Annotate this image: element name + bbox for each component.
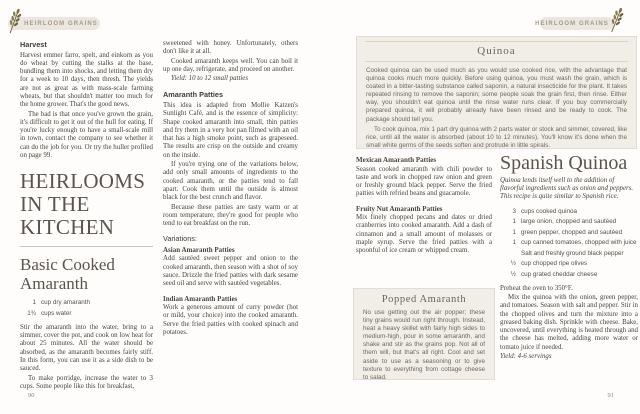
variations-label: Variations:	[163, 234, 197, 244]
right-column-2	[500, 152, 638, 368]
header-badge-label: HEIRLOOM GRAINS	[24, 20, 98, 27]
page-number-right: 91	[607, 392, 614, 399]
ingredient-qty: 1	[32, 299, 36, 307]
ingredient-text: Salt and freshly ground black pepper	[521, 249, 624, 257]
popped-amaranth-box	[353, 288, 495, 380]
preheat-step: Preheat the oven to 350°F.	[500, 284, 573, 292]
spanish-quinoa-heading: Spanish Quinoa	[500, 152, 628, 174]
ingredient-row	[26, 310, 153, 318]
header-badge	[535, 17, 614, 30]
heading-divider	[20, 246, 153, 247]
wheat-icon	[606, 6, 628, 35]
popped-box-body: No use getting out the air popper; these tiny grains would run right through. Instead, heat a heavy skillet with fairly high sides to medium-high, pour in some amaranth, and shake and stir as the grains pop. Not all of them will, but that's all right. Cool and set aside to use as a seasoning or to give texture to everything from cottage cheese to salad.	[363, 309, 485, 381]
ingredient-row	[506, 250, 638, 258]
indian-patties-heading: Indian Amaranth Patties	[163, 294, 238, 303]
ingredient-list	[20, 299, 153, 318]
quinoa-info-box	[356, 36, 637, 149]
ingredient-text: cup grated cheddar cheese	[521, 270, 598, 278]
asian-patties-heading: Asian Amaranth Patties	[163, 245, 235, 254]
recipe-heading	[20, 255, 153, 293]
patties-paragraph-3: Because these patties are tasty warm or at room temperature, they're good for people who tend to eat breakfast on the run.	[163, 203, 298, 228]
page-right	[320, 0, 640, 414]
quinoa-box-paragraph-2: To cook quinoa, mix 1 part dry quinoa with 2 parts water or stock and simmer, covered, like rice, until all the water is absorbed (about 10 to 12 minutes). You'll know it's done when the small white germs of the seeds soften and protrude in little spirals.	[366, 125, 627, 149]
ingredient-row	[506, 271, 638, 279]
mexican-patties-paragraph: Season cooked amaranth with chili powder to taste and work in chopped raw onion and green or freshly ground black pepper. Serve the fried patties with refried beans and guacamole.	[356, 165, 492, 198]
recipe-heading-line: Amaranth	[20, 274, 88, 294]
chapter-heading-line: IN THE	[20, 192, 90, 217]
page-number-left: 90	[28, 392, 35, 399]
patties-paragraph-2: If you're trying one of the variations below, add only small amounts of ingredients to the cooked amaranth, or the patties tend to fall apart. Cook them until the outside is almost black for the best crunch and flavor.	[163, 161, 298, 202]
popped-box-title: Popped Amaranth	[381, 294, 467, 305]
ingredient-qty: 1	[512, 239, 516, 247]
ingredient-text: cup chopped ripe olives	[521, 260, 588, 268]
ingredient-row	[26, 299, 153, 307]
fruity-patties-heading: Fruity Nut Amaranth Patties	[356, 204, 443, 213]
quinoa-box-paragraph-1: Cooked quinoa can be used much as you would use cooked rice, with the advantage that quinoa cooks much more quickly. Before using quinoa, you must wash the grain, which is coated in a bitter-tasting substance called saponin, a natural insecticide for the plant. It takes repeated rinsing to remove the saponin; some people soak the grain first, then rinse. Either way, you shouldn't eat quinoa until the rinse water runs clear. If you buy commercially prepared quinoa, it will probably already have been rinsed and be ready to cook. The package should tell you.	[366, 67, 627, 123]
ingredient-qty	[506, 250, 516, 258]
recipe-heading-line: Basic Cooked	[20, 255, 115, 275]
ingredient-text: cup canned tomatoes, chopped with juice	[521, 239, 637, 247]
chapter-heading	[20, 170, 153, 239]
quinoa-box-title: Quinoa	[365, 41, 628, 62]
ingredient-row	[506, 239, 638, 247]
stir-paragraph: Stir the amaranth into the water, bring to a simmer, cover the pot, and cook on low heat for about 25 minutes. All the water should be absorbed, as the amaranth becomes fairly stiff. In this form, you can use it as a side dish to be sauced.	[20, 323, 153, 373]
mexican-patties-heading: Mexican Amaranth Patties	[356, 156, 437, 164]
indian-patties-paragraph: Work a generous amount of curry powder (hot or mild, your choice) into the cooked amaranth. Serve the fried patties with cooked spinach and potatoes.	[163, 304, 298, 337]
ingredient-text: cups water	[41, 309, 72, 317]
ingredient-qty: 3	[512, 207, 516, 215]
fruity-patties-paragraph: Mix finely chopped pecans and dates or dried cranberries into cooked amaranth. Add a dash of cinnamon and a small amount of molasses or maple syrup. Serve the fried patties with a spoonful of ice cream or whipped cream.	[356, 214, 492, 255]
continued-paragraph: sweetened with honey. Unfortunately, others don't like it at all.	[163, 40, 298, 56]
chapter-heading-line: HEIRLOOMS	[20, 169, 146, 194]
keeps-paragraph: Cooked amaranth keeps well. You can boil it up one day, refrigerate, and proceed on another.	[163, 57, 298, 73]
spanish-quinoa-intro: Quinoa lends itself well to the addition of flavorful ingredients such as onion and peppers. This recipe is quite similar to Spanish rice.	[500, 177, 634, 201]
chapter-heading-line: KITCHEN	[20, 215, 115, 240]
yield-note: Yield: 10 to 12 small patties	[171, 75, 249, 83]
ingredient-text: green pepper, chopped and sautéed	[521, 228, 623, 236]
ingredient-text: cups cooked quinoa	[521, 207, 578, 215]
patties-heading: Amaranth Patties	[163, 90, 224, 100]
ingredient-qty: 1¾	[27, 309, 36, 317]
harvest-heading: Harvest	[20, 40, 47, 49]
ingredient-text: large onion, chopped and sautéed	[521, 218, 617, 226]
porridge-paragraph: To make porridge, increase the water to 3 cups. Some people like this for breakfast,	[20, 374, 153, 390]
ingredient-qty: 1	[512, 228, 516, 236]
header-badge-label: HEIRLOOM GRAINS	[535, 20, 609, 27]
ingredient-row	[506, 208, 638, 216]
harvest-paragraph-2: The bad is that once you've grown the grain, it's difficult to get it out of the hull for eating. If you're lucky enough to have a small-scale mill in town, contact the company to see whether it can do the job for you. Or try the huller profiled on page 99.	[20, 110, 153, 160]
yield-note: Yield: 4-6 servings	[500, 352, 552, 360]
method-paragraph: Mix the quinoa with the onion, green pepper, and tomatoes. Season with salt and pepper. Stir in the chopped olives and turn the mixture into a greased baking dish. Sprinkle with cheese. Bake, uncovered, until everything is heated through and the cheese has melted, adding more water or tomato juice if needed.	[500, 293, 638, 351]
ingredient-qty: 1	[512, 218, 516, 226]
patties-paragraph-1: This idea is adapted from Mollie Katzen's Sunlight Café, and is the essence of simplicity: Shape cooked amaranth into small, thin patties and fry them in a very hot pan filmed with an oil that has a high smoke point, such as grapeseed. The results are crisp on the outside and creamy on the inside.	[163, 101, 298, 159]
ingredient-row	[506, 229, 638, 237]
ingredient-qty: ½	[510, 270, 516, 278]
ingredient-text: cup dry amaranth	[41, 299, 91, 307]
ingredient-row	[506, 260, 638, 268]
right-column-1	[356, 156, 492, 257]
ingredient-list	[500, 208, 638, 279]
ingredient-row	[506, 218, 638, 226]
harvest-paragraph-1: Harvest emmer farro, spelt, and einkorn as you do wheat by cutting the stalks at the base, bundling them into shocks, and letting them dry for a week to 10 days, then thresh. The yields are not as great as with mass-scale farming wheats, but that shouldn't matter too much for the home grower. That's the good news.	[20, 51, 153, 109]
left-column-2	[163, 40, 298, 338]
left-column-1	[20, 40, 153, 392]
ingredient-qty: ½	[510, 260, 516, 268]
asian-patties-paragraph: Add sautéed sweet pepper and onion to the cooked amaranth, then season with a shot of soy sauce. Drizzle the fried patties with dark sesame seed oil and serve with sautéed vegetables.	[163, 255, 298, 288]
